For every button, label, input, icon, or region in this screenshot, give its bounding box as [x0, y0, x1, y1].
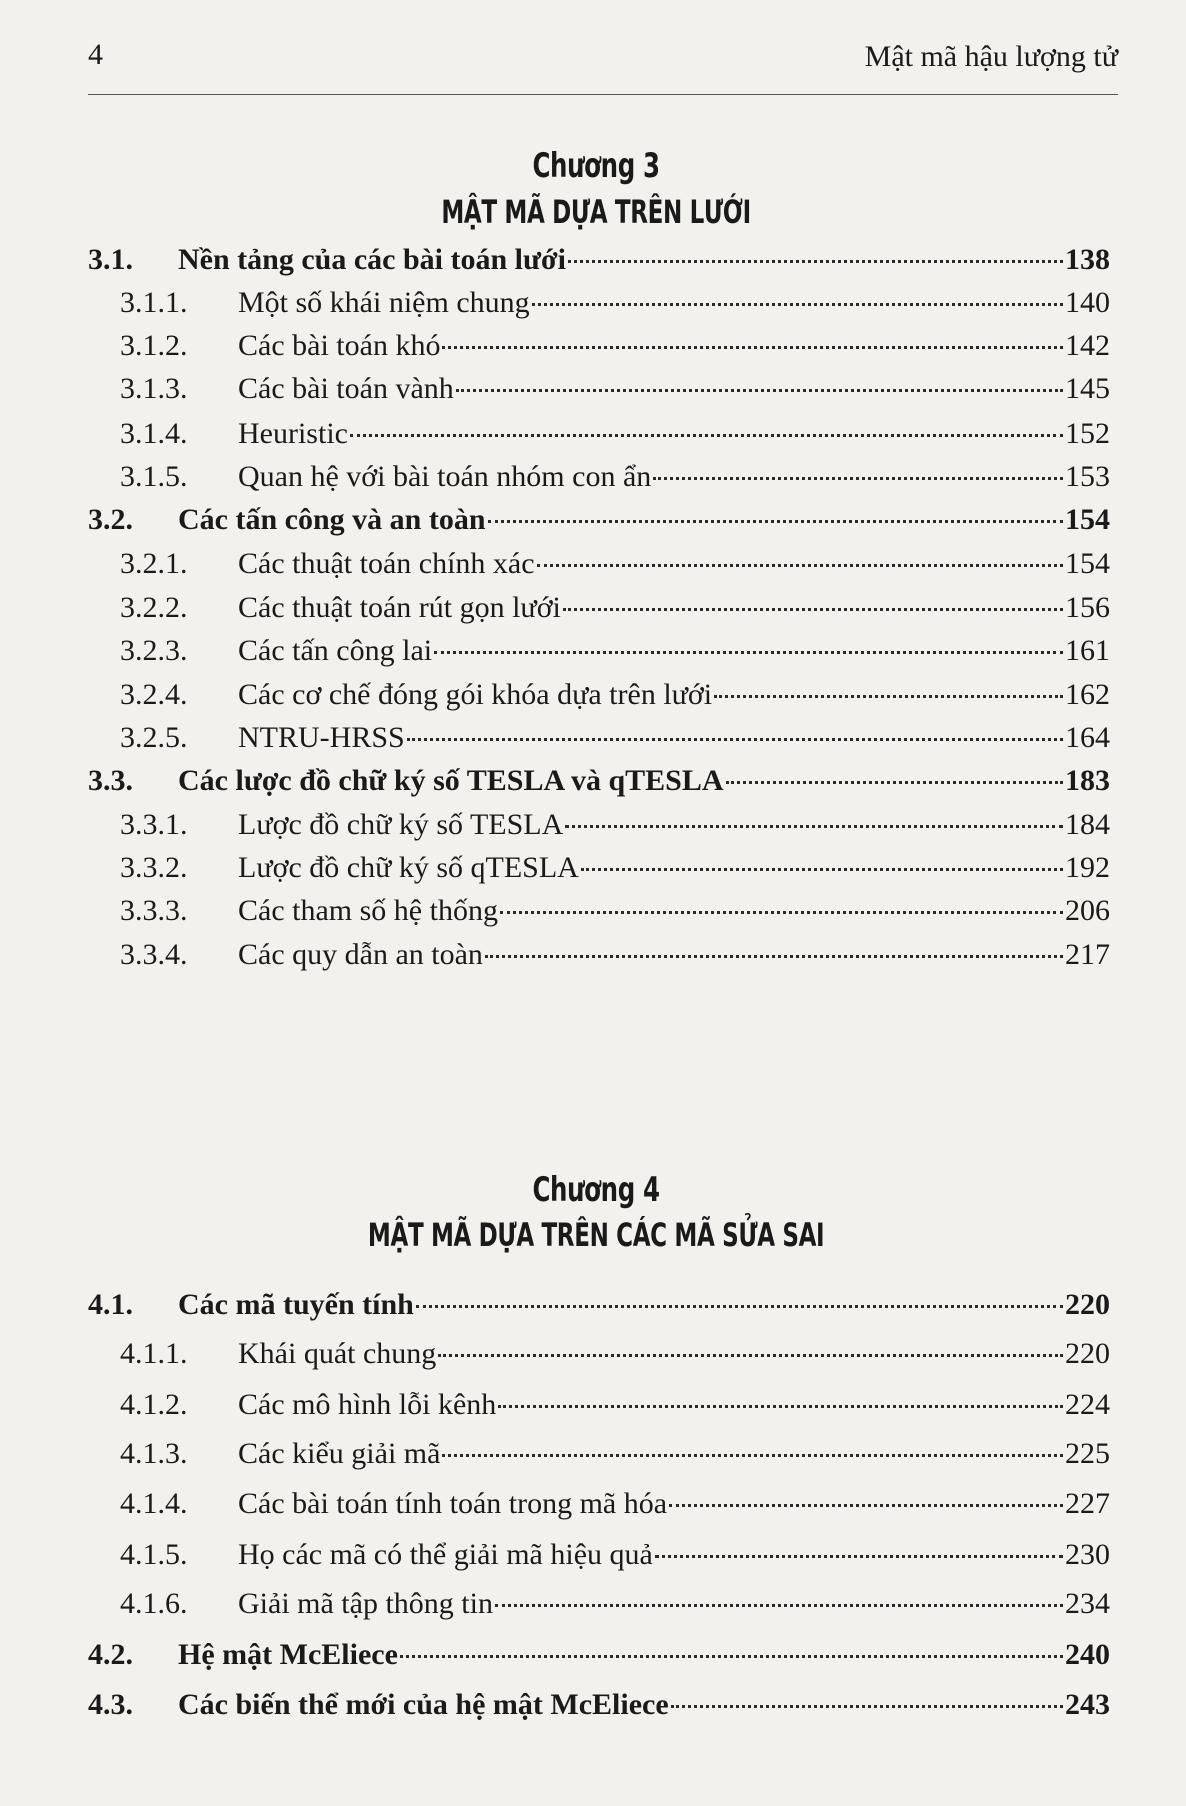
chapter-3-title: MẬT MÃ DỰA TRÊN LƯỚI [441, 193, 751, 231]
toc-entry-number: 3.2.3. [120, 634, 188, 667]
toc-entry-title: Các bài toán khó [238, 329, 441, 362]
toc-entry-title: Các thuật toán chính xác [238, 547, 535, 580]
toc-entry-title: Các biến thể mới của hệ mật McEliece [178, 1688, 669, 1721]
toc-entry-title: Khái quát chung [238, 1337, 437, 1370]
toc-entry-title: Lược đồ chữ ký số TESLA [238, 808, 564, 841]
toc-entry-page: 154 [1065, 503, 1110, 536]
toc-entry-page: 230 [1065, 1538, 1110, 1571]
toc-entry[interactable] [0, 1283, 1186, 1327]
toc-entry-title: Các cơ chế đóng gói khóa dựa trên lưới [238, 678, 713, 711]
toc-entry-number: 3.1.4. [120, 417, 188, 450]
chapter-4-title: MẬT MÃ DỰA TRÊN CÁC MÃ SỬA SAI [367, 1216, 825, 1254]
toc-entry[interactable] [0, 673, 1186, 717]
toc-entry-title: Một số khái niệm chung [238, 286, 530, 319]
dot-leader [669, 1496, 1063, 1507]
toc-entry-title: Các lược đồ chữ ký số TESLA và qTESLA [178, 764, 724, 797]
toc-entry[interactable] [0, 846, 1186, 890]
toc-entry[interactable] [0, 759, 1186, 803]
dot-leader [416, 1297, 1063, 1308]
toc-entry-number: 4.1.1. [120, 1337, 188, 1370]
toc-entry-number: 3.2.2. [120, 591, 188, 624]
toc-entry-page: 192 [1065, 851, 1110, 884]
toc-entry-page: 240 [1065, 1638, 1110, 1671]
page-header [88, 34, 1118, 95]
toc-entry-number: 4.1.4. [120, 1487, 188, 1520]
toc-entry[interactable] [0, 367, 1186, 411]
toc-entry-page: 206 [1065, 894, 1110, 927]
dot-leader [563, 600, 1063, 611]
dot-leader [407, 730, 1063, 741]
dot-leader [456, 381, 1063, 392]
dot-leader [581, 860, 1063, 871]
toc-entry-page: 224 [1065, 1388, 1110, 1421]
dot-leader [498, 1397, 1063, 1408]
dot-leader [350, 426, 1063, 437]
toc-entry-title: Các tấn công và an toàn [178, 503, 486, 536]
toc-entry-title: Các tham số hệ thống [238, 894, 498, 927]
dot-leader [442, 338, 1063, 349]
toc-entry[interactable] [0, 1383, 1186, 1427]
toc-entry[interactable] [0, 803, 1186, 847]
toc-entry-page: 234 [1065, 1587, 1110, 1620]
toc-entry-page: 183 [1065, 764, 1110, 797]
dot-leader [671, 1697, 1063, 1708]
toc-entry[interactable] [0, 629, 1186, 673]
dot-leader [565, 817, 1063, 828]
toc-entry[interactable] [0, 412, 1186, 456]
toc-entry-page: 225 [1065, 1437, 1110, 1470]
toc-entry-number: 3.1.2. [120, 329, 188, 362]
toc-entry[interactable] [0, 889, 1186, 933]
toc-entry-title: Quan hệ với bài toán nhóm con ẩn [238, 460, 652, 493]
toc-entry-title: Các kiểu giải mã [238, 1437, 441, 1470]
toc-entry-number: 3.3.1. [120, 808, 188, 841]
toc-entry-page: 220 [1065, 1288, 1110, 1321]
toc-entry-page: 184 [1065, 808, 1110, 841]
chapter-3-label: Chương 3 [532, 146, 660, 186]
toc-entry-page: 220 [1065, 1337, 1110, 1370]
toc-entry-page: 161 [1065, 634, 1110, 667]
toc-entry-number: 3.1.1. [120, 286, 188, 319]
toc-entry-number: 3.2.1. [120, 547, 188, 580]
toc-entry-title: Họ các mã có thể giải mã hiệu quả [238, 1538, 653, 1571]
toc-entry-title: Giải mã tập thông tin [238, 1587, 493, 1620]
toc-entry[interactable] [0, 455, 1186, 499]
toc-entry-number: 3.3.2. [120, 851, 188, 884]
toc-entry-number: 4.2. [88, 1638, 133, 1671]
toc-entry-title: Các quy dẫn an toàn [238, 938, 483, 971]
toc-entry-number: 4.1.2. [120, 1388, 188, 1421]
toc-entry-page: 138 [1065, 243, 1110, 276]
toc-entry[interactable] [0, 324, 1186, 368]
toc-entry-title: NTRU-HRSS [238, 721, 405, 754]
toc-entry-number: 4.1. [88, 1288, 133, 1321]
toc-entry-number: 3.3. [88, 764, 133, 797]
toc-entry-title: Các thuật toán rút gọn lưới [238, 591, 561, 624]
toc-entry[interactable] [0, 238, 1186, 282]
toc-entry[interactable] [0, 1633, 1186, 1677]
toc-entry-title: Nền tảng của các bài toán lưới [178, 243, 566, 276]
toc-entry-page: 164 [1065, 721, 1110, 754]
toc-entry[interactable] [0, 586, 1186, 630]
toc-entry[interactable] [0, 1582, 1186, 1626]
toc-entry-page: 154 [1065, 547, 1110, 580]
toc-entry-page: 243 [1065, 1688, 1110, 1721]
toc-entry-number: 3.2.4. [120, 678, 188, 711]
toc-entry[interactable] [0, 498, 1186, 542]
running-title: Mật mã hậu lượng tử [864, 40, 1118, 73]
toc-entry[interactable] [0, 716, 1186, 760]
toc-entry-number: 3.2.5. [120, 721, 188, 754]
toc-entry-title: Lược đồ chữ ký số qTESLA [238, 851, 579, 884]
dot-leader [537, 556, 1063, 567]
toc-entry-number: 3.1. [88, 243, 133, 276]
chapter-4-label: Chương 4 [532, 1170, 660, 1210]
toc-entry-title: Các mã tuyến tính [178, 1288, 414, 1321]
toc-entry-number: 4.1.5. [120, 1538, 188, 1571]
toc-entry-number: 3.3.4. [120, 938, 188, 971]
dot-leader [653, 469, 1063, 480]
toc-entry-number: 3.3.3. [120, 894, 188, 927]
toc-entry-title: Các bài toán vành [238, 372, 454, 405]
dot-leader [434, 643, 1063, 654]
toc-entry[interactable] [0, 281, 1186, 325]
toc-entry-page: 140 [1065, 286, 1110, 319]
toc-entry-number: 4.1.6. [120, 1587, 188, 1620]
toc-entry-page: 152 [1065, 417, 1110, 450]
toc-entry-number: 4.3. [88, 1688, 133, 1721]
toc-entry-title: Các mô hình lỗi kênh [238, 1388, 497, 1421]
toc-entry-title: Hệ mật McEliece [178, 1638, 398, 1671]
toc-entry-title: Các tấn công lai [238, 634, 433, 667]
toc-entry-title: Các bài toán tính toán trong mã hóa [238, 1487, 668, 1520]
toc-entry-page: 217 [1065, 938, 1110, 971]
toc-entry-number: 3.2. [88, 503, 133, 536]
dot-leader [438, 1346, 1063, 1357]
toc-entry-number: 4.1.3. [120, 1437, 188, 1470]
toc-entry[interactable] [0, 1533, 1186, 1577]
dot-leader [714, 687, 1063, 698]
toc-entry[interactable] [0, 1332, 1186, 1376]
dot-leader [655, 1547, 1063, 1558]
dot-leader [532, 295, 1063, 306]
dot-leader [485, 947, 1063, 958]
toc-entry-page: 156 [1065, 591, 1110, 624]
dot-leader [568, 252, 1063, 263]
dot-leader [488, 512, 1063, 523]
toc-entry-page: 227 [1065, 1487, 1110, 1520]
toc-entry[interactable] [0, 1432, 1186, 1476]
toc-entry-page: 153 [1065, 460, 1110, 493]
toc-entry[interactable] [0, 1482, 1186, 1526]
dot-leader [726, 773, 1063, 784]
toc-entry-number: 3.1.5. [120, 460, 188, 493]
toc-entry[interactable] [0, 933, 1186, 977]
toc-entry-title: Heuristic [238, 417, 348, 450]
page-number: 4 [88, 38, 103, 71]
toc-entry[interactable] [0, 542, 1186, 586]
toc-entry[interactable] [0, 1683, 1186, 1727]
toc-entry-page: 142 [1065, 329, 1110, 362]
dot-leader [495, 1596, 1063, 1607]
toc-entry-number: 3.1.3. [120, 372, 188, 405]
dot-leader [400, 1647, 1063, 1658]
dot-leader [500, 903, 1063, 914]
toc-entry-page: 162 [1065, 678, 1110, 711]
dot-leader [442, 1446, 1063, 1457]
toc-entry-page: 145 [1065, 372, 1110, 405]
